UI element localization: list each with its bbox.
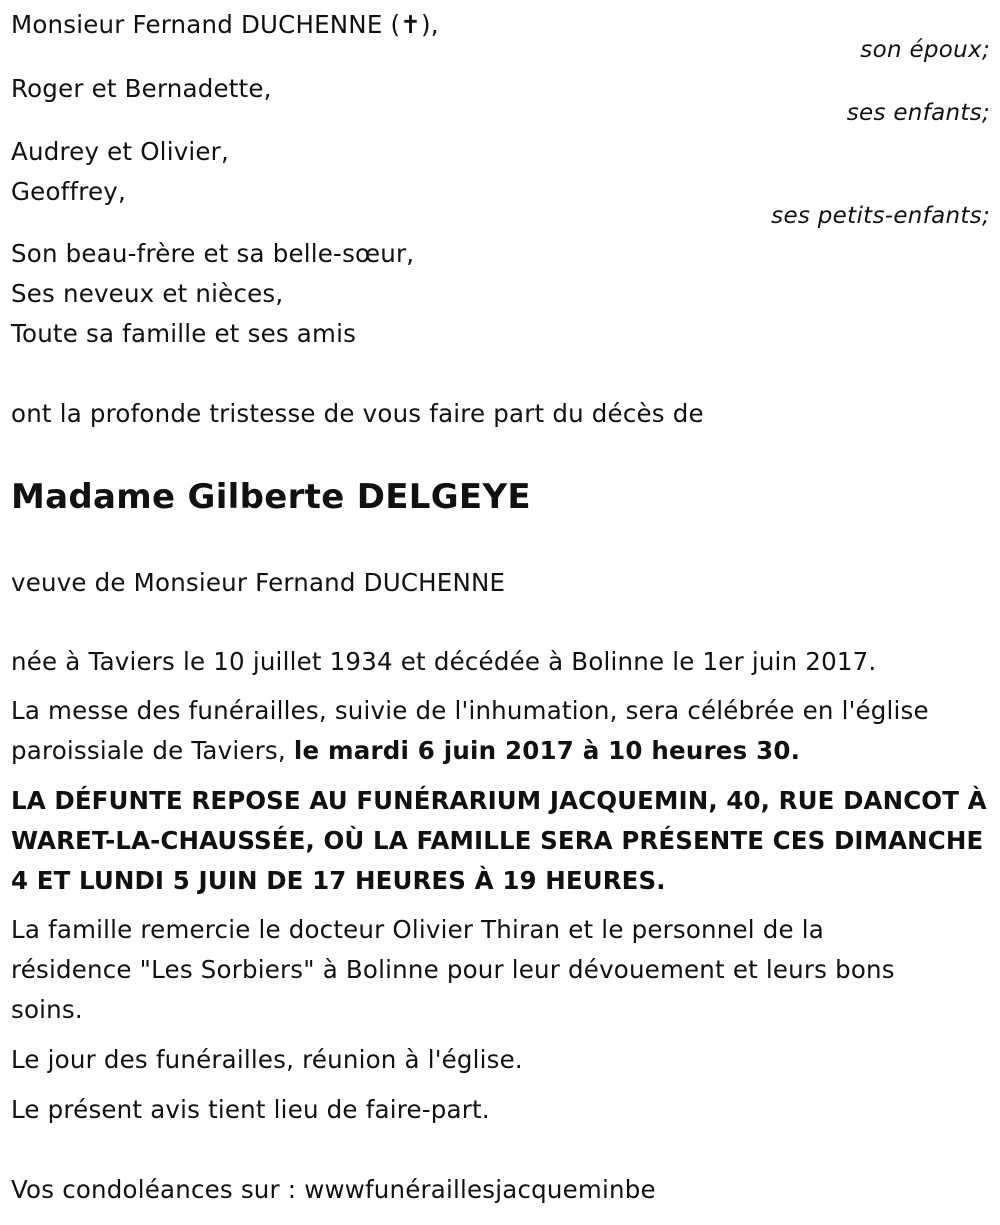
other-family-2: Ses neveux et nièces, <box>11 279 284 308</box>
grandchildren-role: ses petits-enfants; <box>771 203 990 229</box>
meeting-text: Le jour des funérailles, réunion à l'église. <box>11 1045 523 1074</box>
other-family-1: Son beau-frère et sa belle-sœur, <box>11 239 415 268</box>
funeral-line-1: La messe des funérailles, suivie de l'inhumation, sera célébrée en l'église <box>11 696 929 725</box>
funeral-line-2 <box>11 736 800 766</box>
visitation-line-3: 4 ET LUNDI 5 JUIN DE 17 HEURES À 19 HEURES. <box>11 866 666 895</box>
funeral-place: paroissiale de Taviers, <box>11 736 294 765</box>
condolences-text: Vos condoléances sur : wwwfunéraillesjacqueminbe <box>11 1175 656 1204</box>
grandchildren-name-2: Geoffrey, <box>11 177 126 206</box>
children-role: ses enfants; <box>846 100 990 126</box>
visitation-line-1: LA DÉFUNTE REPOSE AU FUNÉRARIUM JACQUEMIN, 40, RUE DANCOT À <box>11 786 987 815</box>
notice-text: Le présent avis tient lieu de faire-part. <box>11 1095 490 1124</box>
other-family-3: Toute sa famille et ses amis <box>11 319 357 348</box>
deceased-name: Madame Gilberte DELGEYE <box>11 477 531 517</box>
widow-of-text: veuve de Monsieur Fernand DUCHENNE <box>11 568 506 597</box>
birth-death-text: née à Taviers le 10 juillet 1934 et décédée à Bolinne le 1er juin 2017. <box>11 647 877 676</box>
grandchildren-name-1: Audrey et Olivier, <box>11 137 229 166</box>
announcement-text: ont la profonde tristesse de vous faire part du décès de <box>11 399 704 428</box>
thanks-line-2: résidence "Les Sorbiers" à Bolinne pour leur dévouement et leurs bons <box>11 955 895 984</box>
spouse-role: son époux; <box>860 37 990 63</box>
spouse-name: Monsieur Fernand DUCHENNE (✝), <box>11 10 439 39</box>
thanks-line-1: La famille remercie le docteur Olivier Thiran et le personnel de la <box>11 915 824 944</box>
visitation-line-2: WARET-LA-CHAUSSÉE, OÙ LA FAMILLE SERA PRÉSENTE CES DIMANCHE <box>11 826 984 855</box>
children-names: Roger et Bernadette, <box>11 74 272 103</box>
funeral-date-time: le mardi 6 juin 2017 à 10 heures 30. <box>293 736 801 765</box>
thanks-line-3: soins. <box>11 995 83 1024</box>
